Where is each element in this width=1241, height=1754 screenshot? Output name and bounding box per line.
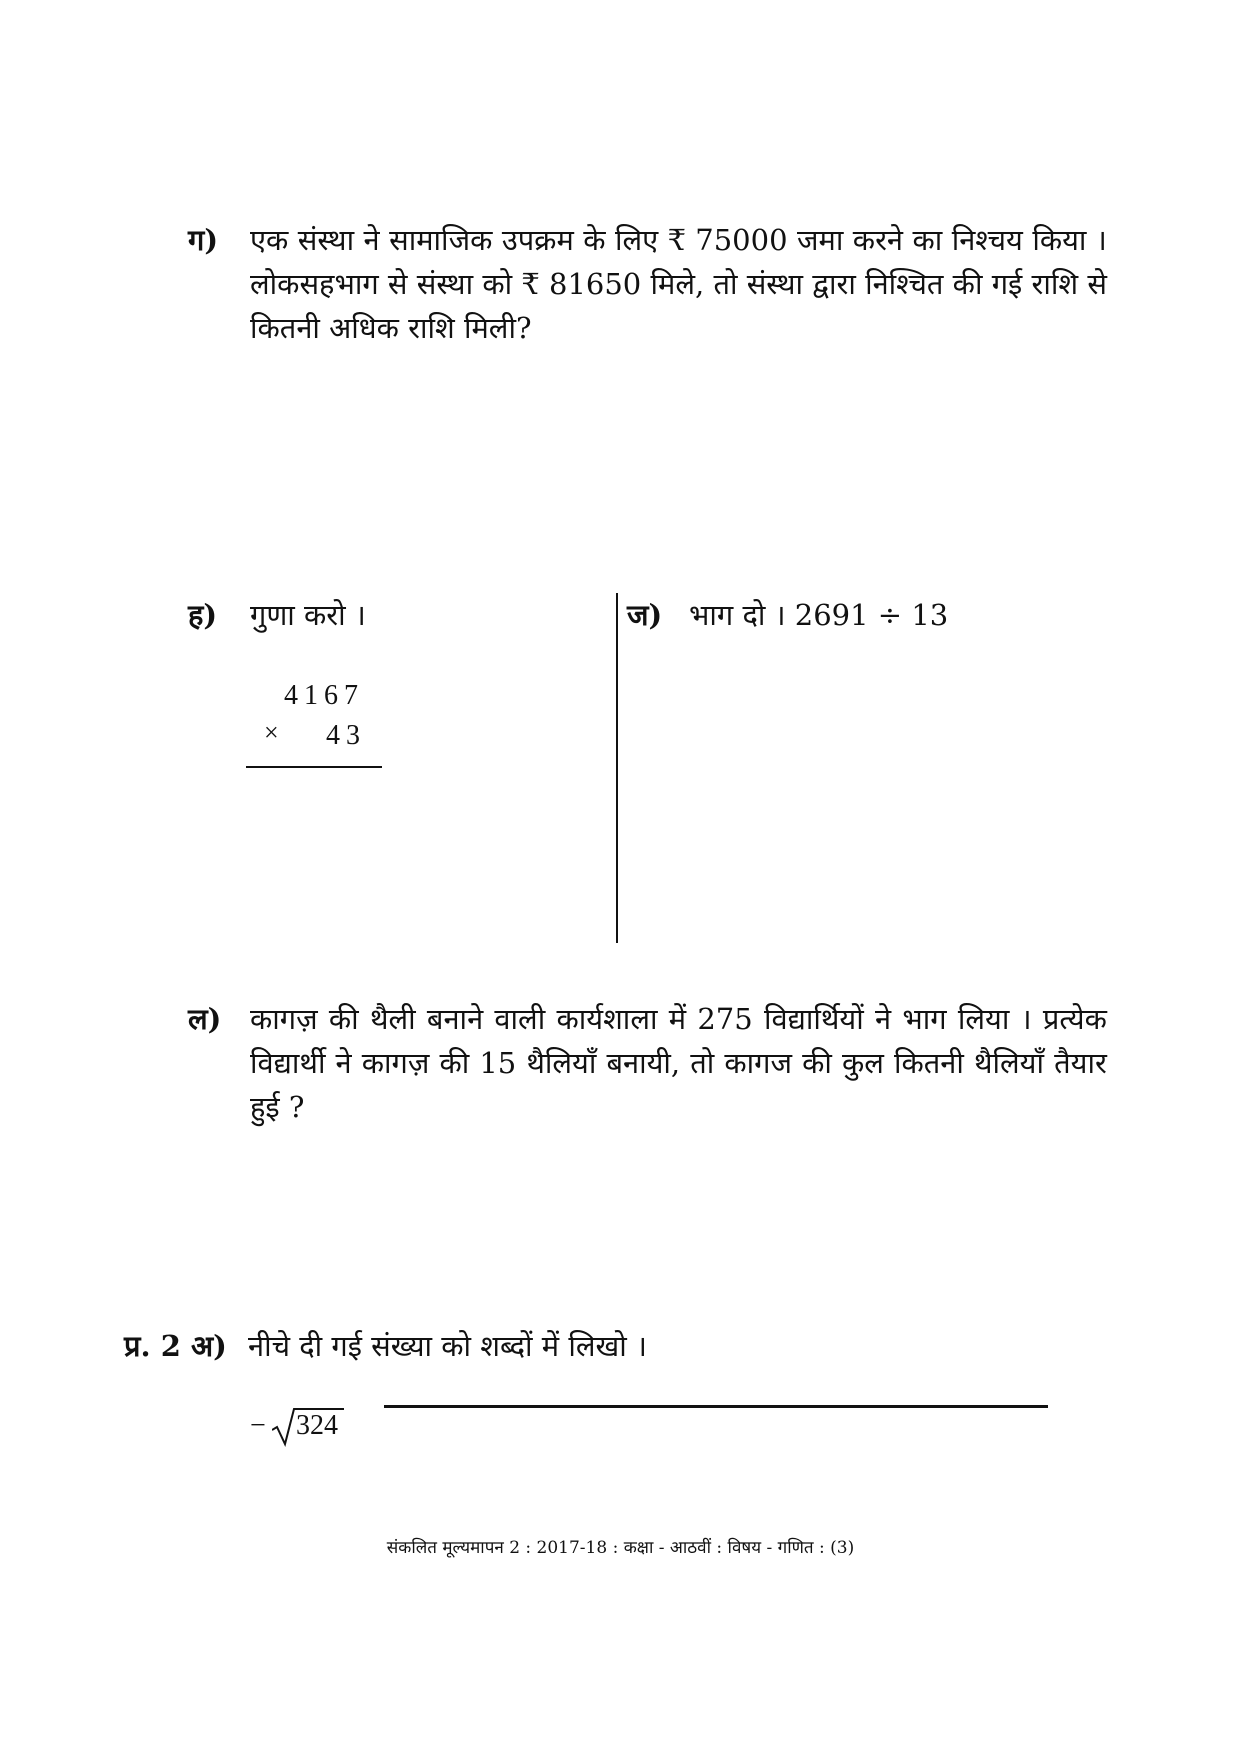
word: प्रत्येक (1042, 1002, 1107, 1036)
word: तो (713, 267, 738, 301)
question-line (250, 218, 1107, 262)
word: के (583, 223, 606, 257)
word: किया (1032, 223, 1087, 257)
multiplication-rule (246, 766, 382, 768)
word: गई (991, 267, 1023, 301)
word: थैलियाँ (526, 1046, 597, 1080)
multiplier: 43 (326, 720, 366, 751)
question-ja (627, 593, 1077, 653)
word: का (912, 223, 943, 257)
word: कागज (724, 1046, 792, 1080)
word: संस्था (416, 267, 474, 301)
word: ने (363, 223, 380, 257)
radicand: 324 (296, 1410, 338, 1441)
word: विद्यार्थियों (763, 1002, 864, 1036)
question-label: ज) (627, 598, 663, 632)
question-text (250, 997, 1107, 1129)
word: को (482, 267, 513, 301)
question-label: ग) (188, 223, 219, 257)
word: बनायी, (606, 1046, 681, 1080)
question-line (250, 997, 1107, 1041)
word: उपक्रम (501, 223, 574, 257)
question-line (250, 262, 1107, 306)
word: ने (875, 1002, 892, 1036)
word: लिया (957, 1002, 1010, 1036)
word: करने (852, 223, 904, 257)
question-la (188, 997, 1108, 1147)
word: लोकसहभाग (250, 267, 379, 301)
word: वाली (494, 1002, 546, 1036)
word: निश्चित (865, 267, 944, 301)
answer-line (384, 1405, 1048, 1408)
word: तैयार (1054, 1046, 1107, 1080)
word: कुल (841, 1046, 884, 1080)
word: थैली (369, 1002, 416, 1036)
question-label: ह) (188, 598, 218, 632)
word: ₹ 75000 (667, 223, 788, 257)
word: तो (690, 1046, 715, 1080)
word: एक (250, 223, 289, 257)
word: कागज़ (250, 1002, 318, 1036)
question-line (250, 1041, 1107, 1085)
multiplicand: 4167 (284, 680, 364, 711)
word: । (1020, 1002, 1032, 1036)
word: मिले, (650, 267, 705, 301)
word: विद्यार्थी (250, 1046, 326, 1080)
page-footer: संकलित मूल्यमापन 2 : 2017-18 : कक्षा - आठवीं : विषय - गणित : (3) (386, 1538, 855, 1558)
question-text: गुणा करो । (250, 598, 366, 632)
question-ga (188, 218, 1108, 368)
word: सामाजिक (389, 223, 493, 257)
question-ha (188, 593, 588, 653)
question-line: हुई ? (250, 1090, 305, 1124)
word: 15 (479, 1046, 517, 1080)
word: में (668, 1002, 687, 1036)
word: द्वारा (812, 267, 856, 301)
word: से (1087, 267, 1107, 301)
column-divider (616, 593, 618, 943)
word: की (802, 1046, 832, 1080)
question-label: प्र. 2 अ) (124, 1329, 227, 1363)
word: की (952, 267, 983, 301)
question-label: ल) (188, 1002, 222, 1036)
word: कार्यशाला (556, 1002, 658, 1036)
word: संस्था (746, 267, 804, 301)
word: कितनी (893, 1046, 964, 1080)
word: राशि (1031, 267, 1079, 301)
word: संस्था (297, 223, 355, 257)
question-text: नीचे दी गई संख्या को शब्दों में लिखो । (248, 1329, 647, 1363)
word: की (328, 1002, 359, 1036)
word: बनाने (426, 1002, 484, 1036)
question-text (250, 218, 1107, 350)
word: 275 (697, 1002, 753, 1036)
word: थैलियाँ (973, 1046, 1045, 1080)
question-2a (124, 1324, 1024, 1384)
word: भाग (902, 1002, 947, 1036)
question-line: कितनी अधिक राशि मिली? (250, 311, 532, 345)
word: कागज़ (361, 1046, 430, 1080)
word: । (1095, 223, 1107, 257)
word: जमा (796, 223, 844, 257)
minus-sign: − (250, 1410, 266, 1441)
question-text: भाग दो । 2691 ÷ 13 (689, 598, 949, 632)
word: की (439, 1046, 470, 1080)
word: लिए (614, 223, 659, 257)
word: ने (335, 1046, 352, 1080)
word: निश्चय (951, 223, 1023, 257)
word: से (387, 267, 408, 301)
times-sign: × (264, 718, 279, 747)
word: ₹ 81650 (521, 267, 642, 301)
